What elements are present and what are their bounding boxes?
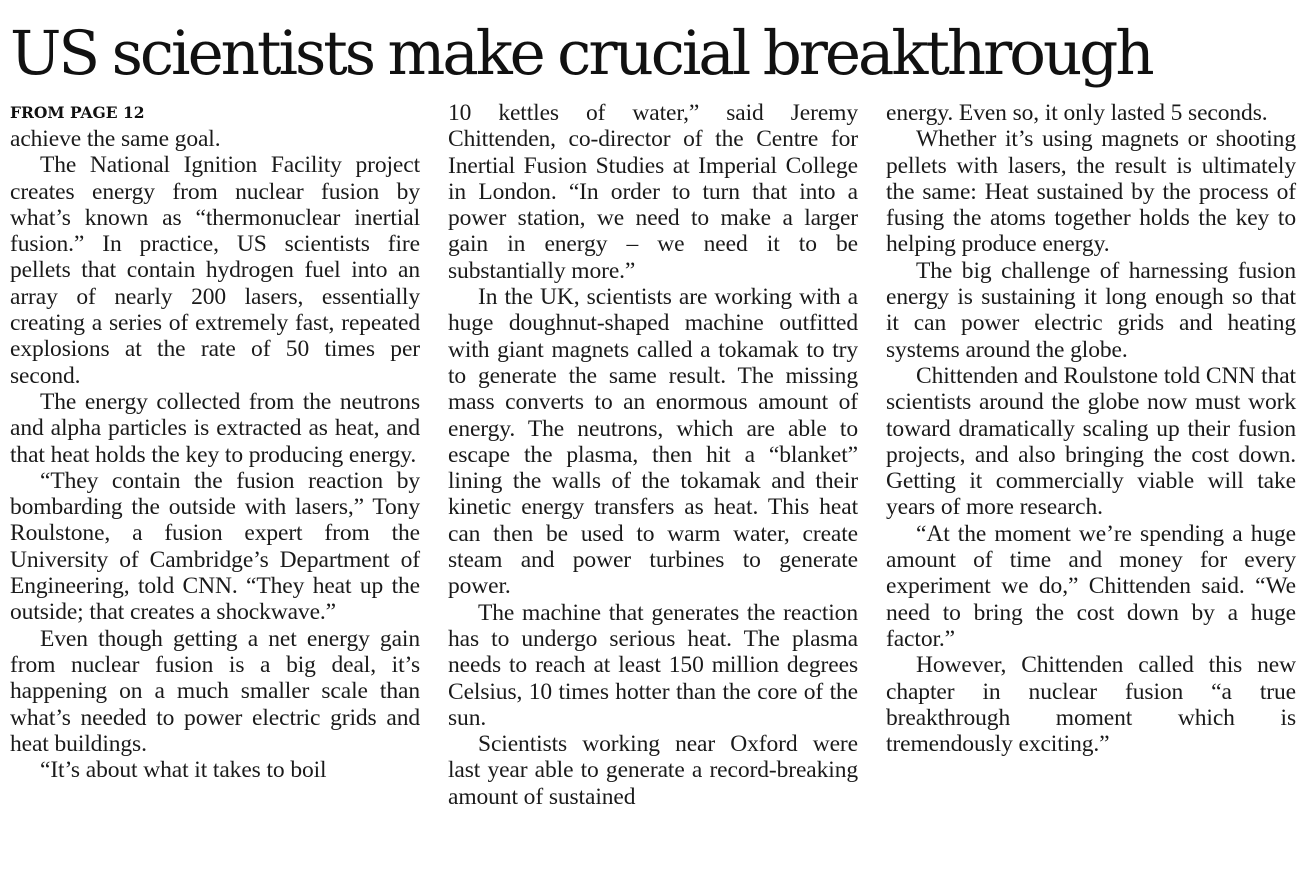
paragraph: The energy collected from the neutrons and alpha particles is extracted as heat, and that heat holds the key to producing energy. xyxy=(10,388,420,468)
paragraph: The big challenge of harnessing fusion energy is sustaining it long enough so that it can power electric grids and heating systems around the globe. xyxy=(886,257,1296,363)
paragraph: However, Chittenden called this new chapter in nuclear fusion “a true breakthrough moment which is tremendously exciting.” xyxy=(886,652,1296,758)
paragraph: In the UK, scientists are working with a huge doughnut-shaped machine outfitted with giant magnets called a tokamak to try to generate the same result. The missing mass converts to an enormous amount of energy. The neutrons, which are able to escape the plasma, then hit a “blanket” lining the walls of the tokamak and their kinetic energy transfers as heat. This heat can then be used to warm water, create steam and power turbines to generate power. xyxy=(448,284,858,600)
paragraph: energy. Even so, it only lasted 5 seconds. xyxy=(886,100,1268,126)
continued-from-kicker: FROM PAGE 12 xyxy=(10,103,145,122)
article-column-1 xyxy=(10,100,420,783)
paragraph: Whether it’s using magnets or shooting pellets with lasers, the result is ultimately the same: Heat sustained by the process of fusing the atoms together holds the key to helping produce energy. xyxy=(886,126,1296,258)
paragraph: Chittenden and Roulstone told CNN that scientists around the globe now must work toward dramatically scaling up their fusion projects, and also bringing the cost down. Getting it commercially viable will take years of more research. xyxy=(886,362,1296,521)
paragraph: achieve the same goal. xyxy=(10,126,221,152)
paragraph: The machine that generates the reaction has to undergo serious heat. The plasma needs to reach at least 150 million degrees Celsius, 10 times hotter than the core of the sun. xyxy=(448,599,858,731)
paragraph: “At the moment we’re spending a huge amount of time and money for every experiment we do,” Chittenden said. “We need to bring the cost down by a huge factor.” xyxy=(886,520,1296,652)
article-column-2 xyxy=(448,100,858,810)
paragraph: Even though getting a net energy gain from nuclear fusion is a big deal, it’s happening on a much smaller scale than what’s needed to power electric grids and heat buildings. xyxy=(10,625,420,757)
paragraph: The National Ignition Facility project creates energy from nuclear fusion by what’s known as “thermonuclear inertial fusion.” In practice, US scientists fire pellets that contain hydrogen fuel into an array of nearly 200 lasers, essentially creating a series of extremely fast, repeated explosions at the rate of 50 times per second. xyxy=(10,152,420,389)
paragraph: 10 kettles of water,” said Jeremy Chittenden, co-director of the Centre for Inertial Fusion Studies at Imperial College in London. “In order to turn that into a power station, we need to make a larger gain in energy – we need it to be substantially more.” xyxy=(448,100,858,284)
paragraph: “They contain the fusion reaction by bombarding the outside with lasers,” Tony Roulstone, a fusion expert from the University of Cambridge’s Department of Engineering, told CNN. “They heat up the outside; that creates a shockwave.” xyxy=(10,467,420,626)
paragraph: Scientists working near Oxford were last year able to generate a record-breaking amount of sustained xyxy=(448,731,858,810)
headline: US scientists make crucial breakthrough xyxy=(10,18,1152,89)
paragraph: “It’s about what it takes to boil xyxy=(40,757,327,784)
article-column-3 xyxy=(886,100,1296,757)
